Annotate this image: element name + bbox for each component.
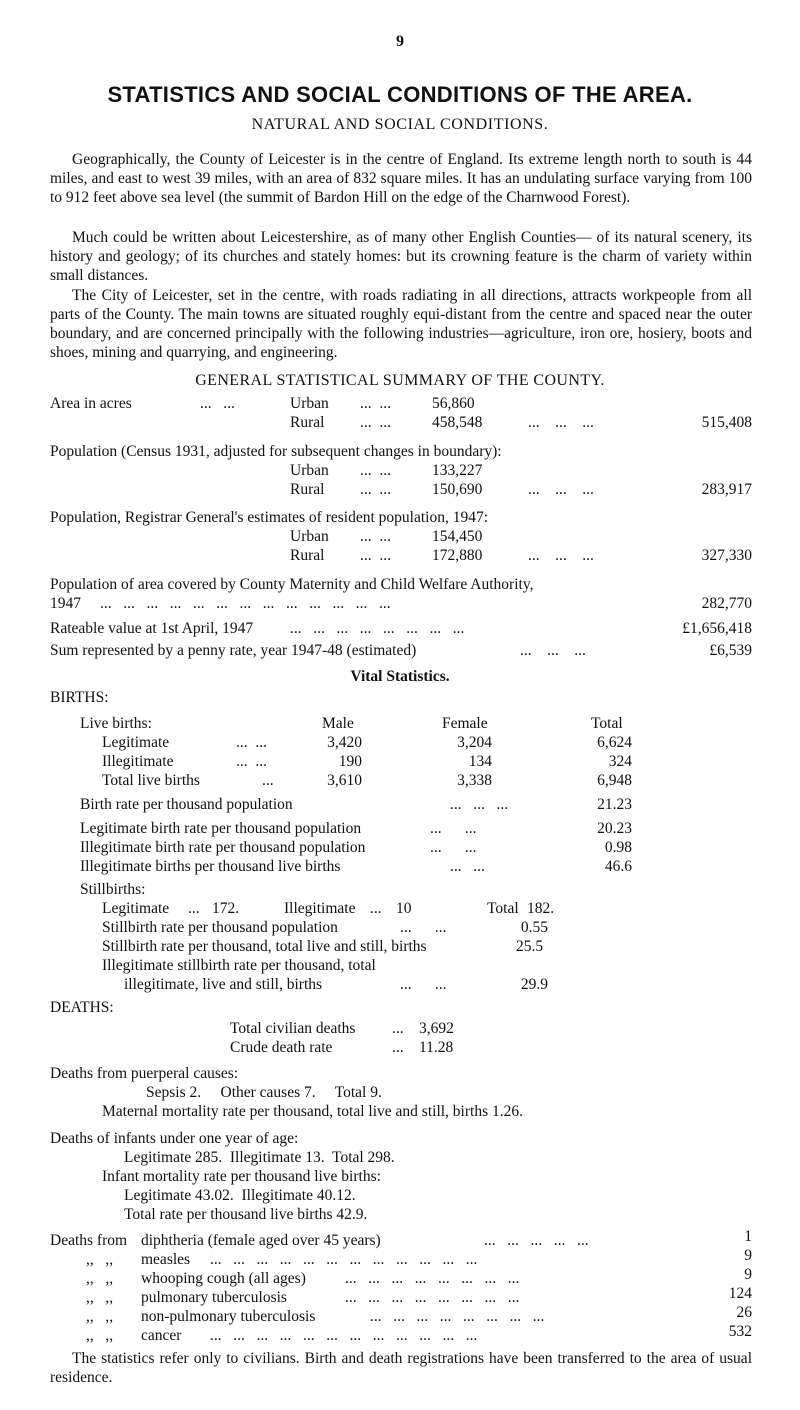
leader-dots: ... ...: [360, 462, 391, 479]
still-total-value: 182.: [527, 900, 555, 917]
total-live-total: 6,948: [597, 772, 632, 789]
illegit-rate-label: Illegitimate birth rate per thousand population: [80, 839, 366, 856]
leader-dots: ... ... ... ... ... ... ... ... ... ... ... ... ...: [100, 595, 391, 612]
penny-rate-value: £6,539: [709, 642, 752, 659]
urban-label: Urban: [290, 395, 329, 412]
leader-dots: ... ... ... ... ... ... ... ... ... ... ... ...: [210, 1251, 478, 1268]
cause-label: cancer: [141, 1327, 182, 1344]
infant-deaths-label: Deaths of infants under one year of age:: [50, 1130, 299, 1147]
still-illegit-value: 10: [396, 900, 412, 917]
cause-label: pulmonary tuberculosis: [141, 1289, 287, 1306]
leader-dots: ... ... ...: [528, 547, 594, 564]
stillbirths-label: Stillbirths:: [80, 881, 146, 898]
leader-dots: ... ... ...: [450, 796, 509, 813]
infant-deaths-line: Legitimate 285. Illegitimate 13. Total 298.: [124, 1149, 395, 1166]
cause-value: 532: [728, 1323, 752, 1340]
leader-dots: ... ...: [360, 547, 391, 564]
ditto-mark: ,, ,,: [86, 1308, 114, 1325]
live-births-label: Live births:: [80, 715, 152, 732]
illegit-rate-value: 0.98: [604, 839, 632, 856]
illegit-male: 190: [338, 753, 362, 770]
birth-rate-label: Birth rate per thousand population: [80, 796, 293, 813]
area-rural-value: 458,548: [432, 414, 483, 431]
infant-rate-line: Legitimate 43.02. Illegitimate 40.12.: [124, 1187, 356, 1204]
page-subtitle: NATURAL AND SOCIAL CONDITIONS.: [251, 116, 549, 133]
leader-dots: ... ...: [430, 839, 477, 856]
cause-value: 124: [728, 1285, 752, 1302]
crude-death-rate-label: Crude death rate: [230, 1039, 333, 1056]
cause-label: measles: [141, 1251, 191, 1268]
penny-rate-label: Sum represented by a penny rate, year 1947-48 (estimated): [50, 642, 417, 659]
cause-value: 9: [744, 1266, 752, 1283]
leader-dots: ... ...: [360, 395, 391, 412]
leader-dots: ... ... ... ... ... ... ... ...: [290, 620, 465, 637]
urban-label: Urban: [290, 462, 329, 479]
leader-dots: ... ...: [430, 820, 477, 837]
leader-dots: ... ... ... ... ... ... ... ...: [370, 1308, 545, 1325]
column-female: Female: [442, 715, 488, 732]
cause-value: 1: [744, 1228, 752, 1245]
still-illegit-rate-label: Illegitimate stillbirth rate per thousand, total: [102, 957, 376, 974]
column-total: Total: [591, 715, 623, 732]
still-rate-label: Stillbirth rate per thousand population: [102, 919, 338, 936]
legit-rate-value: 20.23: [597, 820, 632, 837]
maternity-value: 282,770: [701, 595, 752, 612]
deaths-heading: DEATHS:: [50, 999, 114, 1016]
census-urban-value: 133,227: [432, 462, 483, 479]
leader-dots: ...: [370, 900, 382, 917]
summary-heading: GENERAL STATISTICAL SUMMARY OF THE COUNTY.: [195, 372, 605, 389]
still-rate-live-value: 25.5: [516, 938, 544, 955]
puerperal-line: Sepsis 2. Other causes 7. Total 9.: [146, 1084, 382, 1101]
estimate-urban-value: 154,450: [432, 528, 483, 545]
rateable-label: Rateable value at 1st April, 1947: [50, 620, 254, 637]
estimate-total-value: 327,330: [701, 547, 752, 564]
cause-label: diphtheria (female aged over 45 years): [141, 1232, 381, 1249]
leader-dots: ... ... ...: [528, 481, 594, 498]
footnote: The statistics refer only to civilians. Birth and death registrations have been transferred to the area of usual residence.: [50, 1350, 752, 1386]
total-live-female: 3,338: [457, 772, 492, 789]
leader-dots: ... ... ... ... ... ... ... ...: [345, 1289, 520, 1306]
still-total-label: Total: [487, 900, 519, 917]
ditto-mark: ,, ,,: [86, 1270, 114, 1287]
leader-dots: ...: [392, 1020, 404, 1037]
still-rate-value: 0.55: [520, 919, 548, 936]
leader-dots: ... ... ...: [528, 414, 594, 431]
cause-value: 9: [744, 1247, 752, 1264]
page-number: 9: [396, 33, 404, 50]
illegit-female: 134: [468, 753, 492, 770]
leader-dots: ...: [262, 772, 274, 789]
still-legit-value: 172.: [212, 900, 240, 917]
rural-label: Rural: [290, 414, 325, 431]
leader-dots: ... ...: [200, 395, 235, 412]
cause-label: non-pulmonary tuberculosis: [141, 1308, 316, 1325]
still-illegit-label: Illegitimate: [284, 900, 356, 917]
area-total-value: 515,408: [701, 414, 752, 431]
leader-dots: ...: [188, 900, 200, 917]
leader-dots: ... ... ... ... ... ... ... ...: [345, 1270, 520, 1287]
legit-rate-label: Legitimate birth rate per thousand population: [80, 820, 362, 837]
still-illegit-rate-value: 29.9: [520, 976, 548, 993]
birth-rate-value: 21.23: [597, 796, 632, 813]
row-label: Total live births: [102, 772, 200, 789]
paragraph-scenery: Much could be written about Leicestershire, as of many other English Counties— of its natural scenery, its history and geology; of its churches and stately homes: but its crowning feature is the charm of variety within small distances.: [50, 229, 752, 284]
crude-death-rate-value: 11.28: [419, 1039, 454, 1056]
leader-dots: ...: [392, 1039, 404, 1056]
legit-female: 3,204: [457, 734, 492, 751]
rural-label: Rural: [290, 547, 325, 564]
leader-dots: ... ...: [400, 919, 447, 936]
ditto-mark: ,, ,,: [86, 1251, 114, 1268]
legit-total: 6,624: [597, 734, 632, 751]
rural-label: Rural: [290, 481, 325, 498]
civilian-deaths-value: 3,692: [419, 1020, 454, 1037]
row-label: Illegitimate: [102, 753, 174, 770]
leader-dots: ... ...: [360, 528, 391, 545]
infant-total-rate-line: Total rate per thousand live births 42.9.: [124, 1206, 368, 1223]
estimate-rural-value: 172,880: [432, 547, 483, 564]
leader-dots: ... ... ...: [520, 642, 586, 659]
area-label: Area in acres: [50, 395, 132, 412]
area-urban-value: 56,860: [432, 395, 475, 412]
vital-heading: Vital Statistics.: [350, 668, 450, 685]
leader-dots: ... ...: [450, 858, 485, 875]
births-heading: BIRTHS:: [50, 689, 109, 706]
illegit-live-label: Illegitimate births per thousand live births: [80, 858, 341, 875]
leader-dots: ... ...: [360, 414, 391, 431]
census-label: Population (Census 1931, adjusted for subsequent changes in boundary):: [50, 443, 502, 460]
ditto-mark: ,, ,,: [86, 1327, 114, 1344]
leader-dots: ... ...: [400, 976, 447, 993]
urban-label: Urban: [290, 528, 329, 545]
page-title: STATISTICS AND SOCIAL CONDITIONS OF THE AREA.: [107, 82, 693, 107]
leader-dots: ... ...: [236, 753, 267, 770]
maternity-year: 1947: [50, 595, 81, 612]
puerperal-label: Deaths from puerperal causes:: [50, 1065, 239, 1082]
still-rate-live-label: Stillbirth rate per thousand, total live and still, births: [102, 938, 427, 955]
cause-value: 26: [736, 1304, 752, 1321]
paragraph-geography: Geographically, the County of Leicester is in the centre of England. Its extreme length north to south is 44 miles, and east to west 39 miles, with an area of 832 square miles. It has an undulating surface varying from 100 to 912 feet above sea level (the summit of Bardon Hill on the edge of the Charnwood Forest).: [50, 151, 752, 206]
leader-dots: ... ... ... ... ... ... ... ... ... ... ... ...: [210, 1327, 478, 1344]
rateable-value: £1,656,418: [682, 620, 752, 637]
causes-prefix: Deaths from: [50, 1232, 128, 1249]
still-illegit-rate-label-cont: illegitimate, live and still, births: [124, 976, 323, 993]
legit-male: 3,420: [327, 734, 362, 751]
still-legit-label: Legitimate: [102, 900, 170, 917]
total-live-male: 3,610: [327, 772, 362, 789]
maternity-label: Population of area covered by County Maternity and Child Welfare Authority,: [50, 576, 534, 593]
leader-dots: ... ... ... ... ...: [484, 1232, 589, 1249]
civilian-deaths-label: Total civilian deaths: [230, 1020, 356, 1037]
row-label: Legitimate: [102, 734, 170, 751]
infant-rate-label: Infant mortality rate per thousand live births:: [102, 1168, 381, 1185]
illegit-live-value: 46.6: [604, 858, 632, 875]
census-total-value: 283,917: [701, 481, 752, 498]
census-rural-value: 150,690: [432, 481, 483, 498]
paragraph-industries: The City of Leicester, set in the centre, with roads radiating in all directions, attracts workpeople from all parts of the County. The main towns are situated roughly equi-distant from the centre and spaced near the outer boundary, and are concerned principally with the following industries—agriculture, iron ore, hosiery, boots and shoes, mining and quarrying, and engineering.: [50, 287, 752, 361]
column-male: Male: [322, 715, 354, 732]
leader-dots: ... ...: [236, 734, 267, 751]
estimate-label: Population, Registrar General's estimates of resident population, 1947:: [50, 509, 488, 526]
cause-label: whooping cough (all ages): [141, 1270, 306, 1287]
maternal-mortality-line: Maternal mortality rate per thousand, total live and still, births 1.26.: [102, 1103, 523, 1120]
illegit-total: 324: [608, 753, 632, 770]
leader-dots: ... ...: [360, 481, 391, 498]
ditto-mark: ,, ,,: [86, 1289, 114, 1306]
